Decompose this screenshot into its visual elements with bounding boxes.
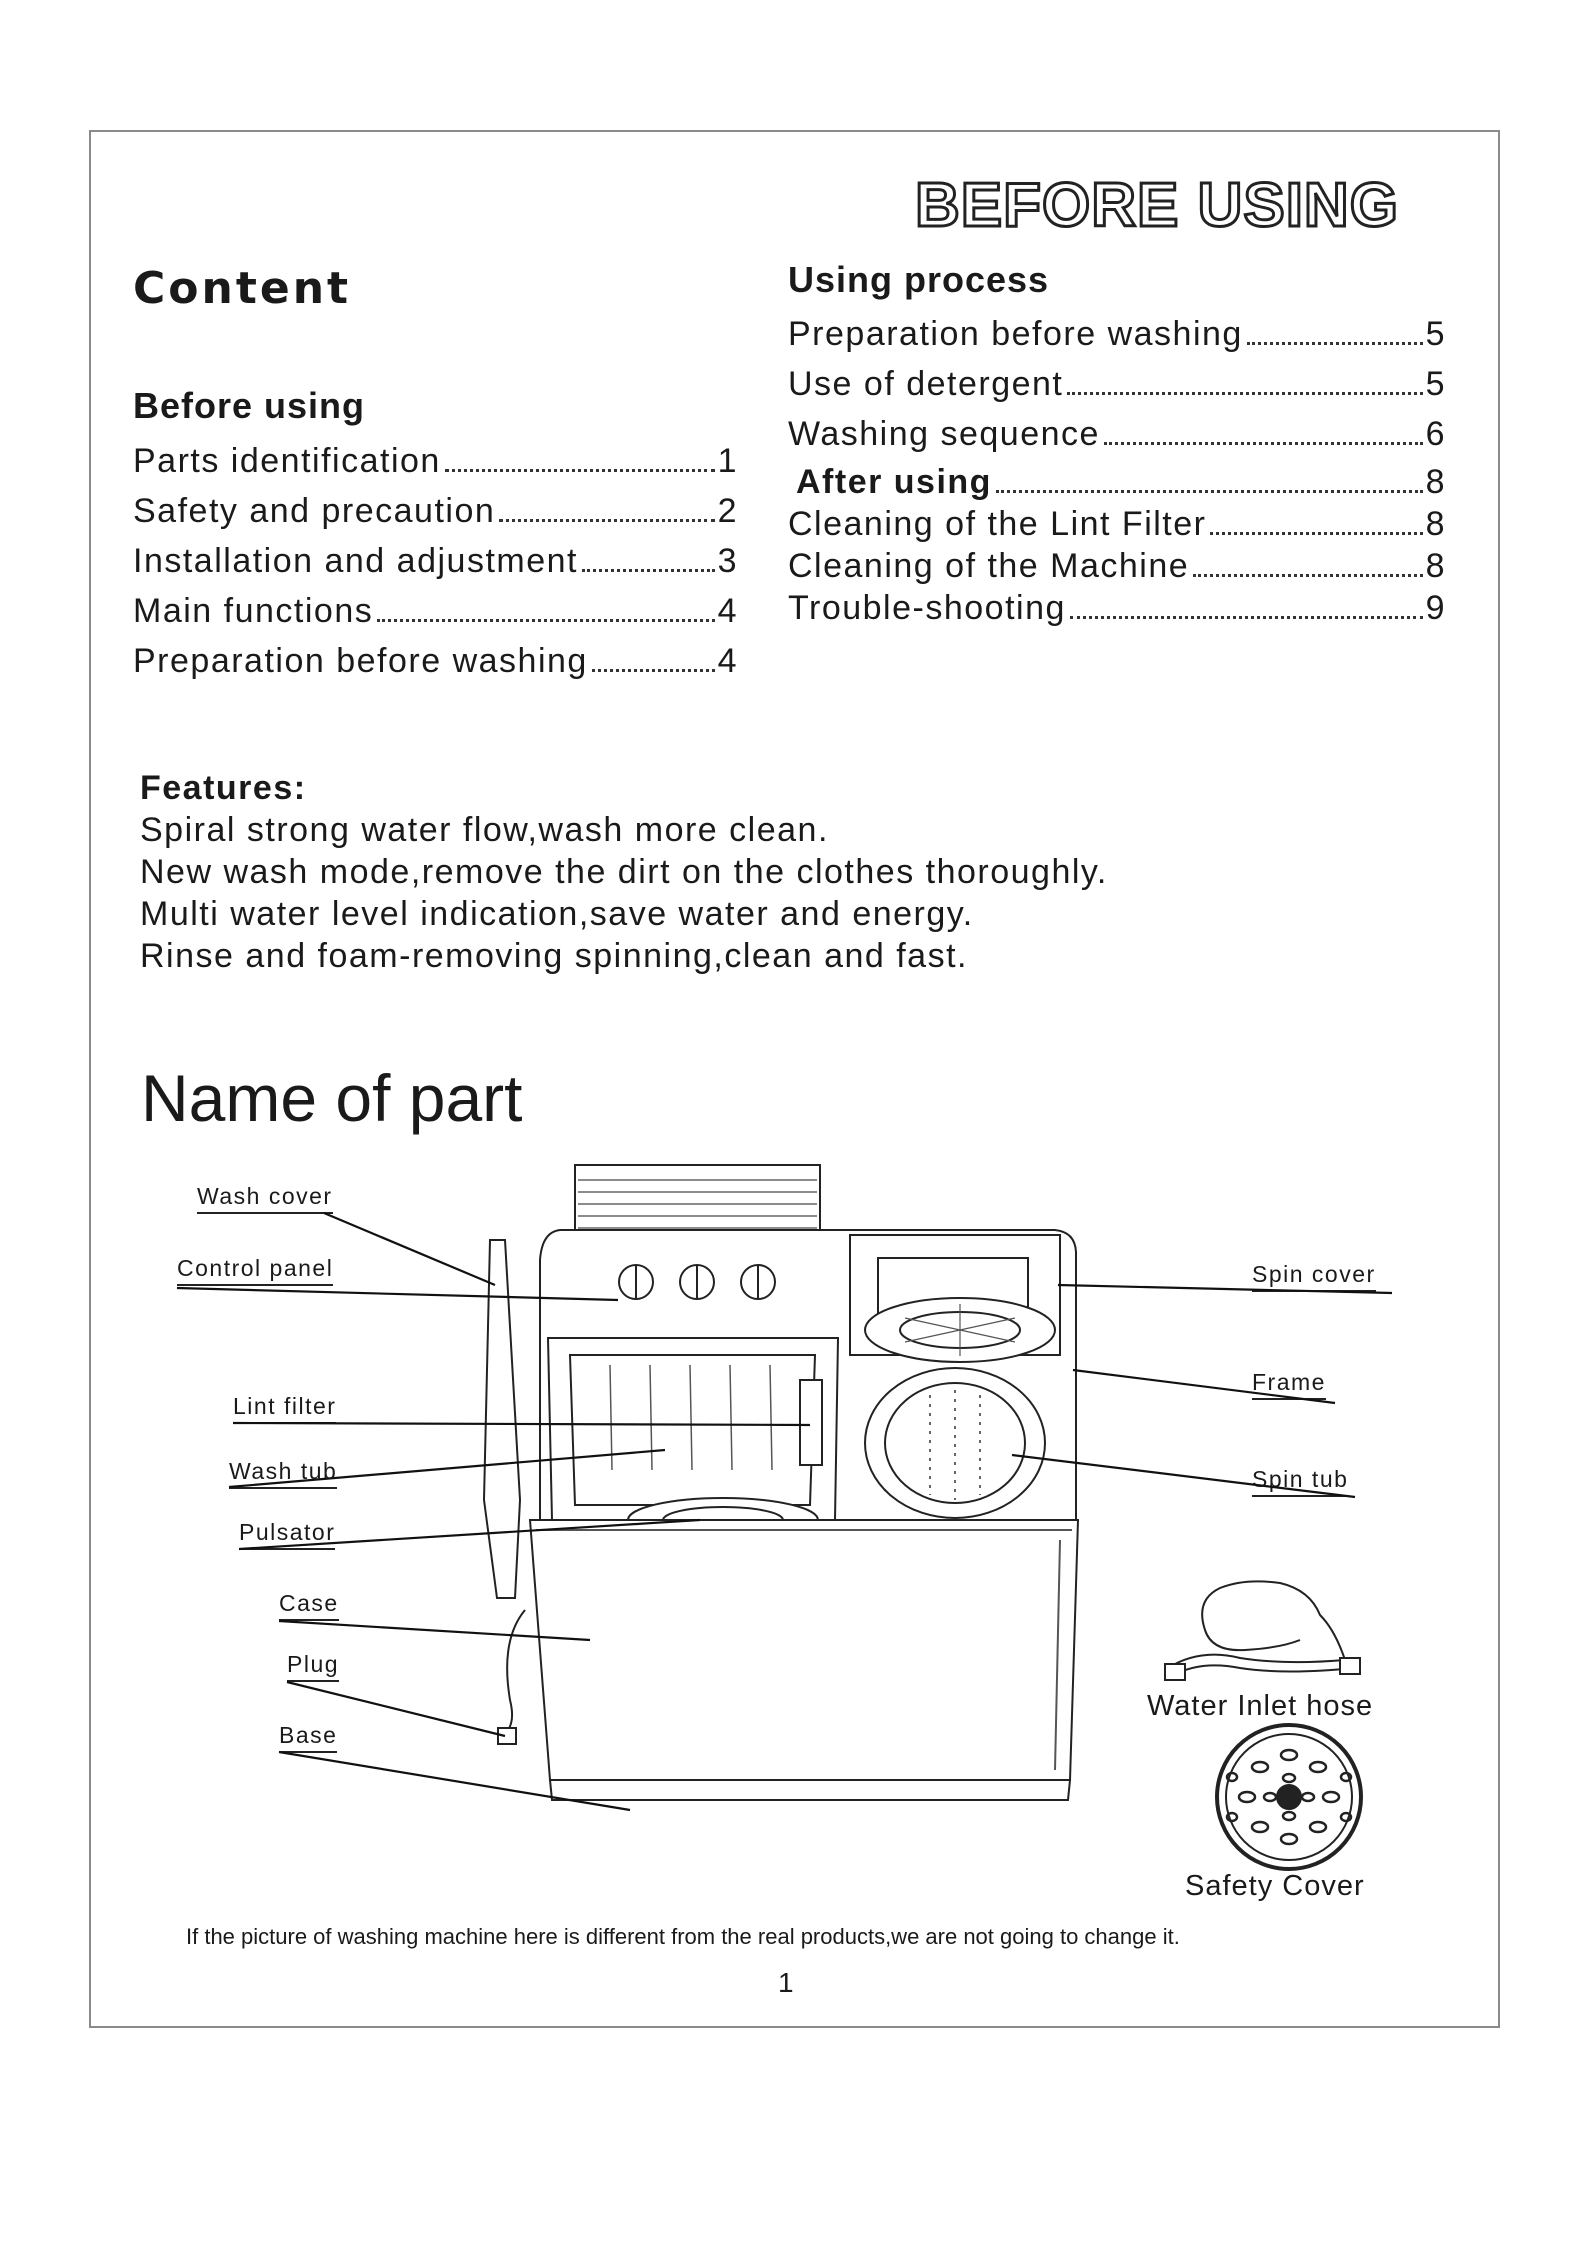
features-heading: Features: [140, 769, 307, 807]
toc-entry[interactable]: Use of detergent 5 [788, 365, 1446, 403]
disclaimer-note: If the picture of washing machine here is different from the real products,we are not going to change it. [186, 1924, 1180, 1949]
label-case: Case [279, 1590, 339, 1621]
label-base: Base [279, 1722, 337, 1753]
toc-entry[interactable]: Cleaning of the Lint Filter 8 [788, 505, 1446, 543]
using-process-heading: Using process [788, 259, 1050, 300]
label-frame: Frame [1252, 1369, 1326, 1400]
toc-entry[interactable]: Washing sequence 6 [788, 415, 1446, 453]
feature-line: Spiral strong water flow,wash more clean. [140, 811, 829, 849]
toc-entry[interactable]: Main functions 4 [133, 592, 738, 630]
label-wash-cover: Wash cover [197, 1183, 333, 1214]
page-number: 1 [778, 1967, 794, 1998]
label-control-panel: Control panel [177, 1255, 333, 1286]
toc-entry[interactable]: Installation and adjustment 3 [133, 542, 738, 580]
feature-line: New wash mode,remove the dirt on the clothes thoroughly. [140, 853, 1108, 891]
label-plug: Plug [287, 1651, 339, 1682]
parts-heading: Name of part [141, 1061, 523, 1135]
toc-entry[interactable]: After using 8 [796, 463, 1446, 501]
label-pulsator: Pulsator [239, 1519, 335, 1550]
toc-entry[interactable]: Parts identification 1 [133, 442, 738, 480]
toc-entry[interactable]: Preparation before washing 5 [788, 315, 1446, 353]
toc-entry[interactable]: Safety and precaution 2 [133, 492, 738, 530]
label-lint-filter: Lint filter [233, 1393, 336, 1424]
label-spin-tub: Spin tub [1252, 1466, 1348, 1497]
label-water-inlet-hose: Water Inlet hose [1147, 1690, 1374, 1722]
toc-entry[interactable]: Preparation before washing 4 [133, 642, 738, 680]
feature-line: Multi water level indication,save water and energy. [140, 895, 974, 933]
label-spin-cover: Spin cover [1252, 1261, 1376, 1292]
label-wash-tub: Wash tub [229, 1458, 337, 1489]
content-title: Content [133, 263, 352, 314]
label-safety-cover: Safety Cover [1185, 1870, 1365, 1902]
toc-entry[interactable]: Cleaning of the Machine 8 [788, 547, 1446, 585]
toc-entry[interactable]: Trouble-shooting 9 [788, 589, 1446, 627]
page-header-title: BEFORE USING [915, 171, 1399, 240]
feature-line: Rinse and foam-removing spinning,clean and fast. [140, 937, 968, 975]
before-using-heading: Before using [133, 385, 366, 426]
